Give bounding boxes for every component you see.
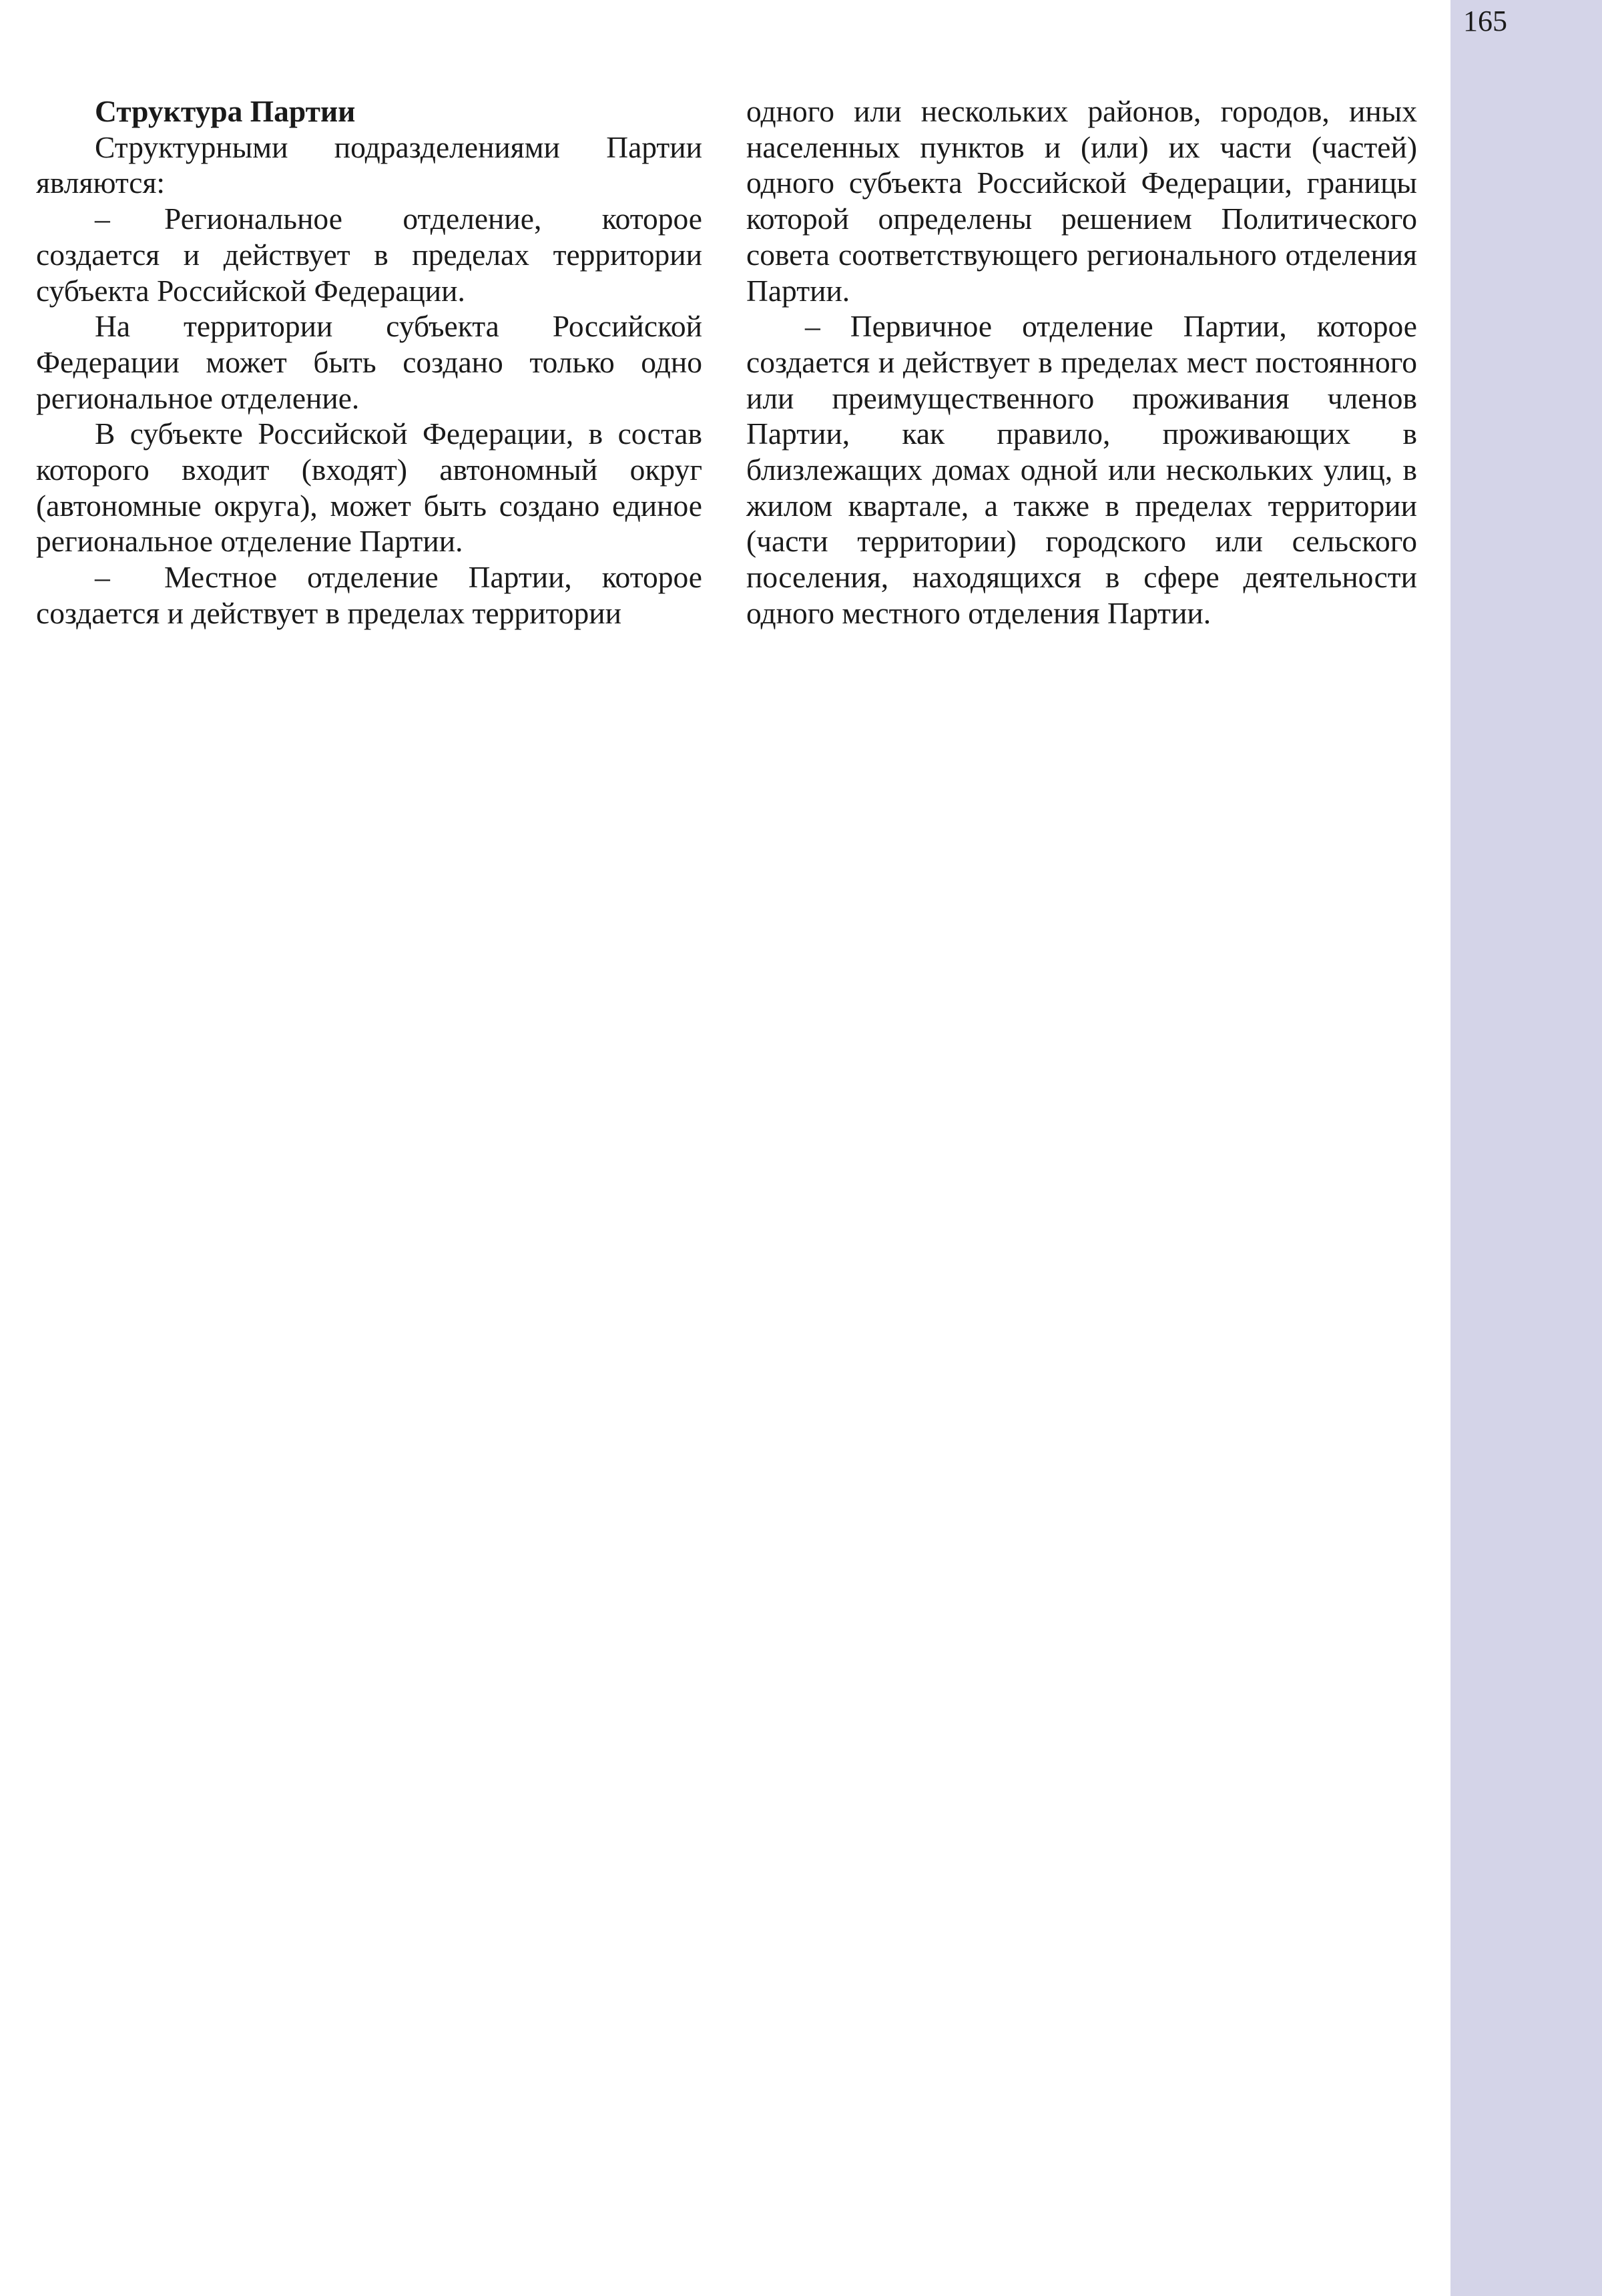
list-item-primary: – Первичное отделение Партии, которое создается и действует в пределах мест постоянного или преимущественного проживания членов Партии, как правило, проживающих в близлежащих домах одной или нескольких улиц, в жилом квартале, а также в пределах территории (части территории) городского или сельского поселения, находящихся в сфере деятельности одного местного отделения Партии. — [746, 309, 1417, 630]
list-item-local — [36, 559, 702, 631]
list-item-local-continued: одного или нескольких районов, городов, иных населенных пунктов и (или) их части (частей) одного субъекта Российской Федерации, границы которой определены решением Политического совета соответствующего регионального отделения Партии. — [746, 94, 1417, 308]
paragraph-autonomous: В субъекте Российской Федерации, в состав которого входит (входят) автономный округ (автономные округа), может быть создано единое региональное отделение Партии. — [36, 416, 702, 559]
list-item-text: Региональное отделение, которое создается и действует в пределах территории субъекта Российской Федерации. — [36, 202, 702, 308]
side-margin-band — [1450, 0, 1602, 2296]
list-item-regional — [36, 201, 702, 308]
right-column — [746, 93, 1417, 631]
section-heading: Структура Партии — [95, 94, 356, 128]
paragraph-one-regional: На территории субъекта Российской Федерации может быть создано только одно региональное отделение. — [36, 309, 702, 415]
left-column — [36, 93, 702, 631]
list-item-text: Местное отделение Партии, которое создается и действует в пределах территории — [36, 560, 702, 630]
list-dash: – — [95, 560, 110, 595]
page-number: 165 — [1463, 5, 1507, 37]
intro-paragraph: Структурными подразделениями Партии являются: — [36, 129, 702, 200]
list-dash: – — [95, 202, 110, 236]
